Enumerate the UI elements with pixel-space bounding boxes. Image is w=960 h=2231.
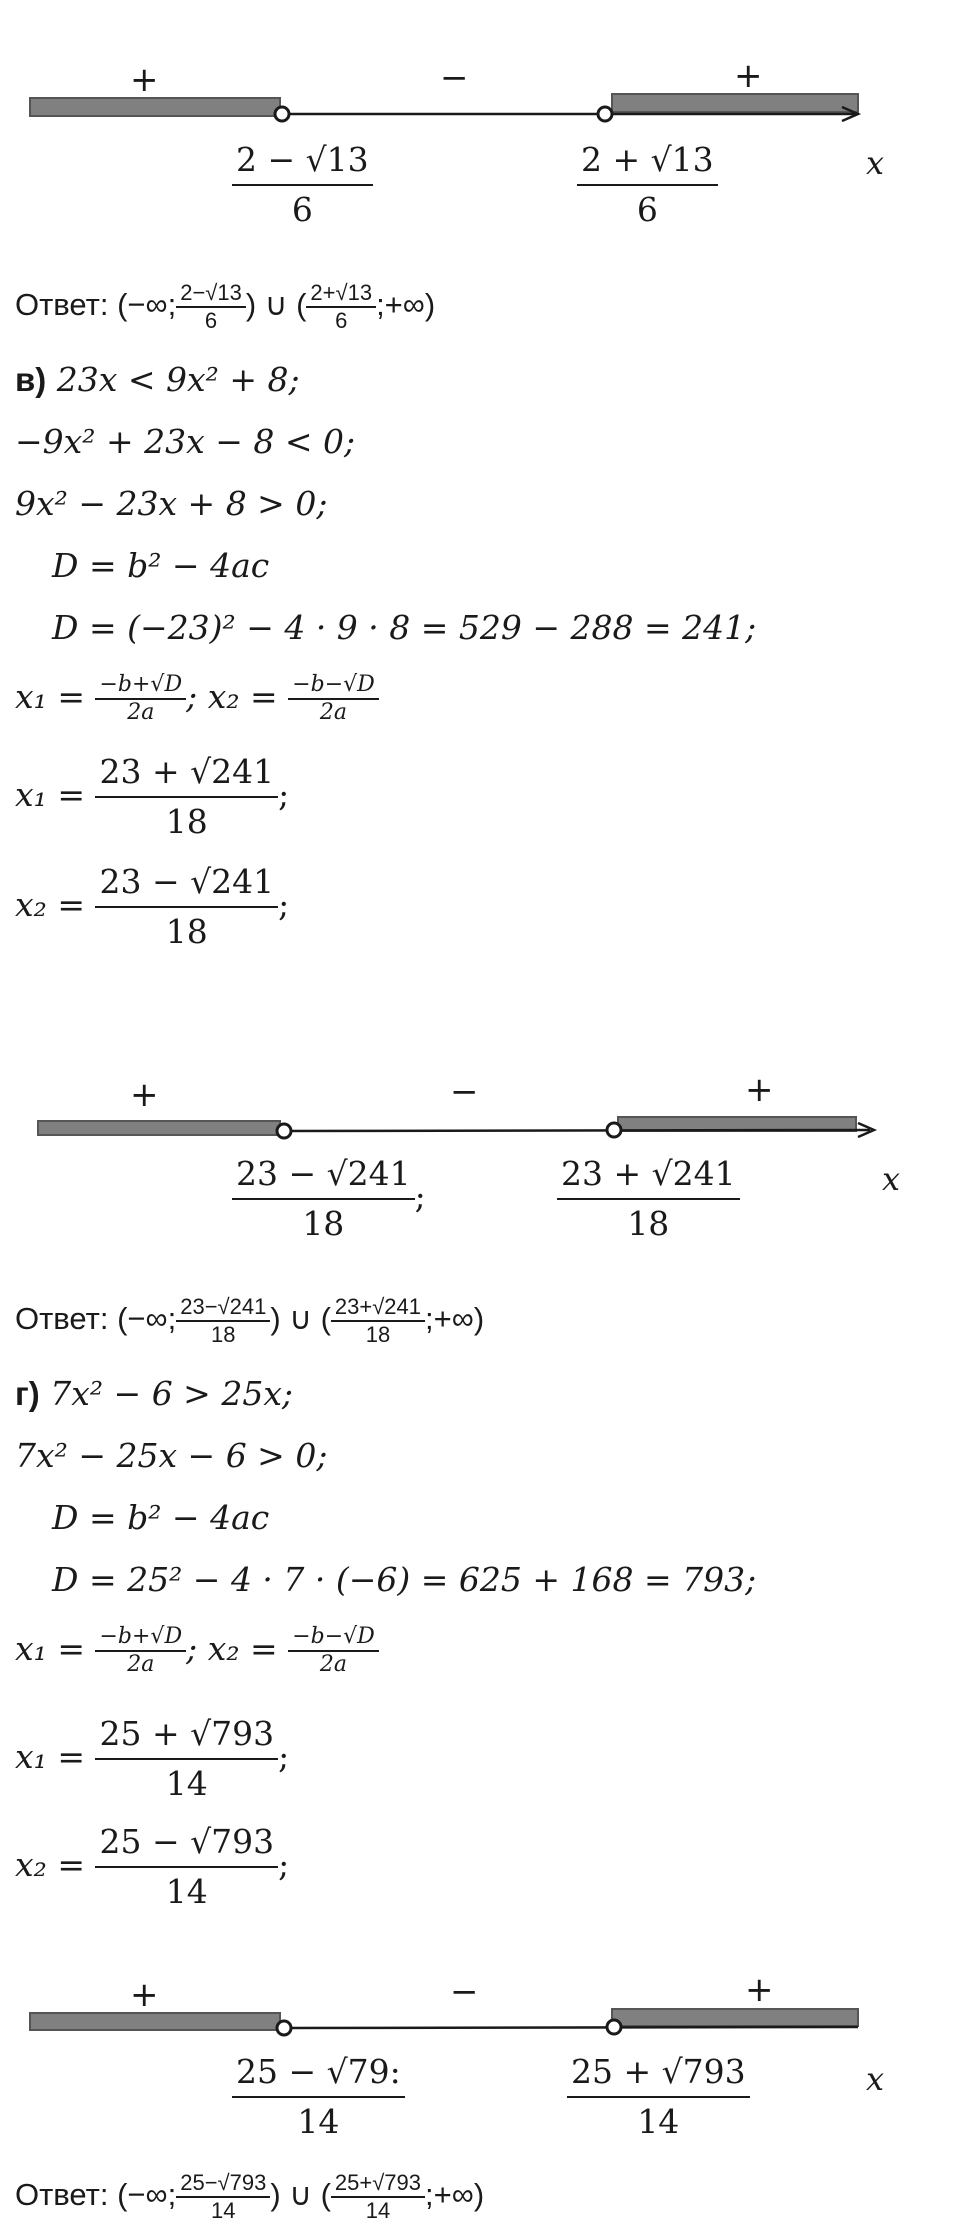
x2-formula-den: 2a — [319, 700, 348, 725]
x1-value-label: x₁ = — [15, 1737, 85, 1776]
part-v-x2-value — [15, 858, 289, 956]
answer-1 — [15, 280, 435, 334]
answer-frac-right-num: 2+√13 — [306, 280, 376, 308]
root-right-den: 18 — [627, 1204, 670, 1243]
sign-plus-left: + — [130, 60, 159, 100]
root-right-den: 14 — [637, 2102, 680, 2141]
part-v-eq3: 9x² − 23x + 8 > 0; — [15, 484, 328, 523]
x2-formula-num: −b−√D — [288, 1624, 379, 1652]
sign-plus-right: + — [745, 1070, 774, 1110]
interval-bar-left — [30, 98, 280, 116]
x1-label: x₁ = — [15, 1629, 85, 1668]
open-point-right — [607, 2020, 621, 2034]
part-g-discriminant-calc: D = 25² − 4 · 7 · (−6) = 625 + 168 = 793; — [52, 1560, 757, 1599]
part-v-discriminant-calc: D = (−23)² − 4 · 9 · 8 = 529 − 288 = 241; — [52, 608, 757, 647]
answer-frac-right-num: 25+√793 — [331, 2170, 425, 2198]
interval-bar-right — [612, 94, 858, 112]
root-label-right — [557, 1150, 740, 1248]
part-v-label: в) — [15, 361, 47, 398]
root-left-suffix: ; — [414, 1177, 426, 1216]
open-point-left — [277, 2021, 291, 2035]
x1-formula-den: 2a — [127, 700, 155, 725]
answer-suffix: ;+∞) — [376, 287, 436, 323]
x2-value-num: 23 − √241 — [95, 858, 278, 908]
x1-value-den: 18 — [165, 802, 208, 841]
x1-value-label: x₁ = — [15, 775, 85, 814]
sign-minus: − — [450, 1072, 479, 1112]
x-axis-label: x — [882, 1160, 901, 1198]
x1-formula-num: −b+√D — [95, 672, 186, 700]
open-point-left — [277, 1124, 291, 1138]
root-left-num: 23 − √241 — [232, 1150, 415, 1200]
interval-bar-left — [30, 2013, 280, 2030]
part-v-inequality: 23x < 9x² + 8; — [56, 360, 300, 399]
root-right-num: 2 + √13 — [577, 136, 718, 186]
x2-value-den: 18 — [165, 912, 208, 951]
part-g-eq2: 7x² − 25x − 6 > 0; — [15, 1436, 328, 1475]
open-point-right — [607, 1123, 621, 1137]
part-g-label: г) — [15, 1375, 40, 1412]
root-label-right — [577, 136, 718, 234]
x2-value-num: 25 − √793 — [95, 1818, 278, 1868]
answer-frac-right-den: 18 — [365, 1322, 391, 1347]
x-axis-label: x — [866, 2060, 885, 2098]
semicolon: ; — [278, 885, 290, 924]
answer-frac-left-den: 18 — [211, 1322, 236, 1347]
x1-value-num: 25 + √793 — [95, 1710, 278, 1760]
sign-plus-right: + — [734, 56, 763, 96]
sign-plus-right: + — [745, 1970, 774, 2010]
part-g-x2-value — [15, 1818, 289, 1916]
answer-mid: ) ∪ ( — [245, 287, 307, 323]
x-axis-label: x — [866, 144, 885, 182]
x1-value-num: 23 + √241 — [95, 748, 278, 798]
part-g-roots-formula — [15, 1624, 379, 1678]
answer-mid: ) ∪ ( — [270, 1301, 331, 1337]
root-left-num: 25 − √79: — [232, 2048, 405, 2098]
part-g-inequality: 7x² − 6 > 25x; — [50, 1374, 294, 1413]
axis-line — [280, 2027, 858, 2028]
sign-plus-left: + — [130, 1975, 159, 2015]
open-point-right — [598, 107, 612, 121]
answer-frac-right-den: 6 — [335, 308, 348, 333]
x2-formula-den: 2a — [319, 1652, 348, 1677]
semicolon: ; — [278, 775, 290, 814]
axis-line — [280, 1130, 870, 1131]
answer-frac-right-den: 14 — [365, 2198, 391, 2223]
root-right-den: 6 — [636, 190, 658, 229]
sign-plus-left: + — [130, 1075, 159, 1115]
answer-frac-right-num: 23+√241 — [331, 1294, 425, 1322]
answer-suffix: ;+∞) — [425, 2177, 485, 2213]
x1-formula-den: 2a — [127, 1652, 155, 1677]
x2-label: ; x₂ = — [186, 1629, 278, 1668]
answer-suffix: ;+∞) — [425, 1301, 485, 1337]
root-label-left — [232, 136, 373, 234]
answer-prefix: Ответ: (−∞; — [15, 1301, 177, 1337]
answer-prefix: Ответ: (−∞; — [15, 287, 177, 323]
answer-mid: ) ∪ ( — [270, 2177, 331, 2213]
x2-value-den: 14 — [165, 1872, 208, 1911]
root-label-left — [232, 2048, 405, 2146]
root-label-right — [567, 2048, 750, 2146]
root-right-num: 25 + √793 — [567, 2048, 750, 2098]
answer-frac-left-num: 25−√793 — [176, 2170, 270, 2198]
root-right-num: 23 + √241 — [557, 1150, 740, 1200]
answer-prefix: Ответ: (−∞; — [15, 2177, 177, 2213]
x2-label: ; x₂ = — [186, 677, 278, 716]
x2-value-label: x₂ = — [15, 1845, 85, 1884]
x1-formula-num: −b+√D — [95, 1624, 186, 1652]
root-left-den: 14 — [297, 2102, 340, 2141]
semicolon: ; — [278, 1737, 290, 1776]
root-label-left — [232, 1150, 426, 1248]
root-left-num: 2 − √13 — [232, 136, 373, 186]
semicolon: ; — [278, 1845, 290, 1884]
part-v-roots-formula — [15, 672, 379, 726]
part-g-eq1 — [15, 1374, 293, 1413]
x1-label: x₁ = — [15, 677, 85, 716]
open-point-left — [275, 107, 289, 121]
part-v-x1-value — [15, 748, 289, 846]
sign-minus: − — [450, 1972, 479, 2012]
part-g-discriminant-formula: D = b² − 4ac — [52, 1498, 270, 1537]
part-v-eq2: −9x² + 23x − 8 < 0; — [15, 422, 356, 461]
interval-bar-left — [38, 1121, 280, 1135]
root-left-den: 6 — [291, 190, 313, 229]
answer-frac-left-num: 2−√13 — [176, 280, 246, 308]
answer-frac-left-den: 6 — [204, 308, 218, 333]
root-left-den: 18 — [302, 1204, 345, 1243]
answer-3 — [15, 2170, 484, 2224]
x2-formula-num: −b−√D — [288, 672, 379, 700]
answer-2 — [15, 1294, 484, 1348]
part-v-discriminant-formula: D = b² − 4ac — [52, 546, 270, 585]
answer-frac-left-den: 14 — [211, 2198, 236, 2223]
part-g-x1-value — [15, 1710, 289, 1808]
answer-frac-left-num: 23−√241 — [176, 1294, 270, 1322]
part-v-eq1 — [15, 360, 300, 399]
x1-value-den: 14 — [165, 1764, 208, 1803]
interval-bar-right — [612, 2009, 858, 2026]
x2-value-label: x₂ = — [15, 885, 85, 924]
sign-minus: − — [440, 58, 469, 98]
